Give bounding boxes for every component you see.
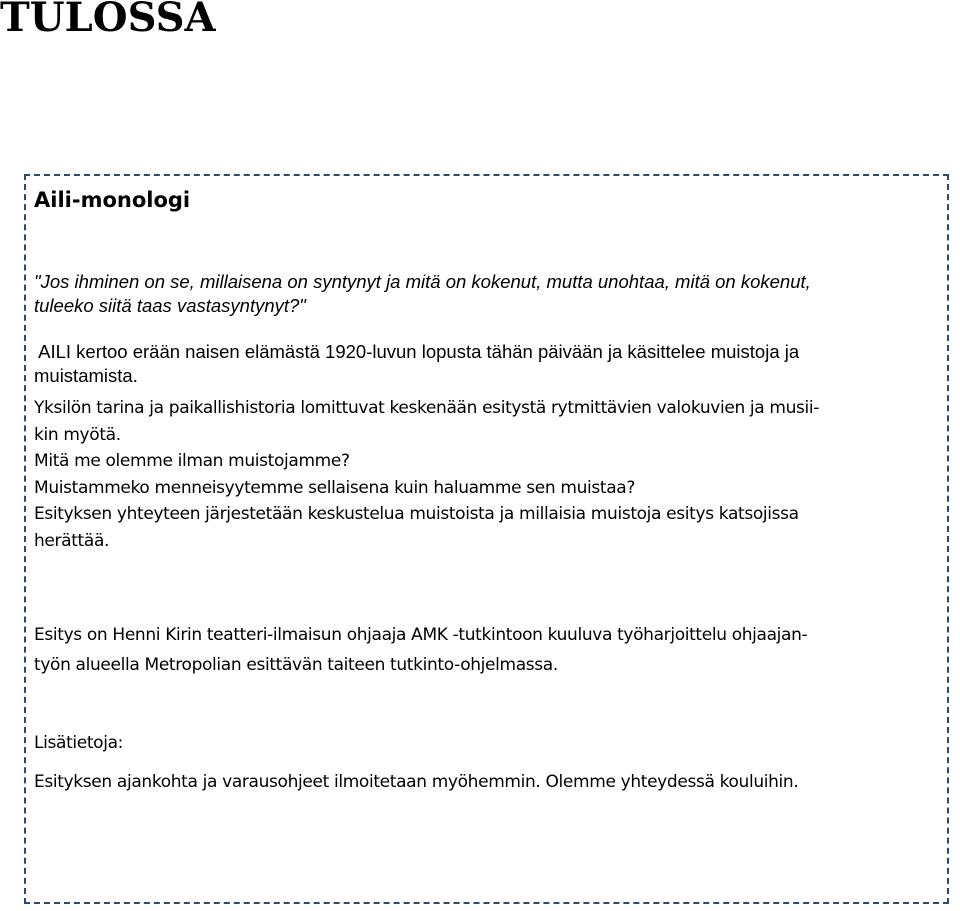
intro-line: muistamista. — [34, 364, 138, 386]
detail-line: herättää. — [34, 530, 110, 551]
detail-line: Yksilön tarina ja paikallishistoria lomittuvat keskenään esitystä rytmittävien valokuvien ja musii- — [34, 398, 820, 418]
more-info-label: Lisätietoja: — [34, 733, 124, 753]
detail-line: Muistammeko menneisyytemme sellaisena kuin haluamme sen muistaa? — [34, 477, 635, 498]
quote-line: tuleeko siitä taas vastasyntynyt?" — [34, 294, 306, 316]
box-title: Aili-monologi — [34, 188, 191, 212]
intro-line: AILI kertoo erään naisen elämästä 1920-luvun lopusta tähän päivään ja käsittelee muistoja ja — [34, 341, 800, 362]
credit-line: työn alueella Metropolian esittävän taiteen tutkinto-ohjelmassa. — [34, 655, 558, 675]
detail-line: kin myötä. — [34, 424, 121, 445]
detail-line: Mitä me olemme ilman muistojamme? — [34, 451, 350, 472]
quote-paragraph — [34, 270, 944, 317]
page-heading: TULOSSA — [0, 0, 216, 41]
quote-line: "Jos ihminen on se, millaisena on syntynyt ja mitä on kokenut, mutta unohtaa, mitä on kokenut, — [34, 271, 811, 292]
detail-line: Esityksen yhteyteen järjestetään keskustelua muistoista ja millaisia muistoja esitys katsojissa — [34, 504, 799, 525]
more-info-text: Esityksen ajankohta ja varausohjeet ilmoitetaan myöhemmin. Olemme yhteydessä kouluihin. — [34, 772, 799, 792]
details-paragraph — [34, 395, 944, 555]
credits-paragraph — [34, 620, 944, 680]
credit-line: Esitys on Henni Kirin teatteri-ilmaisun ohjaaja AMK -tutkintoon kuuluva työharjoittelu ohjaajan- — [34, 625, 808, 645]
intro-paragraph — [34, 340, 944, 387]
